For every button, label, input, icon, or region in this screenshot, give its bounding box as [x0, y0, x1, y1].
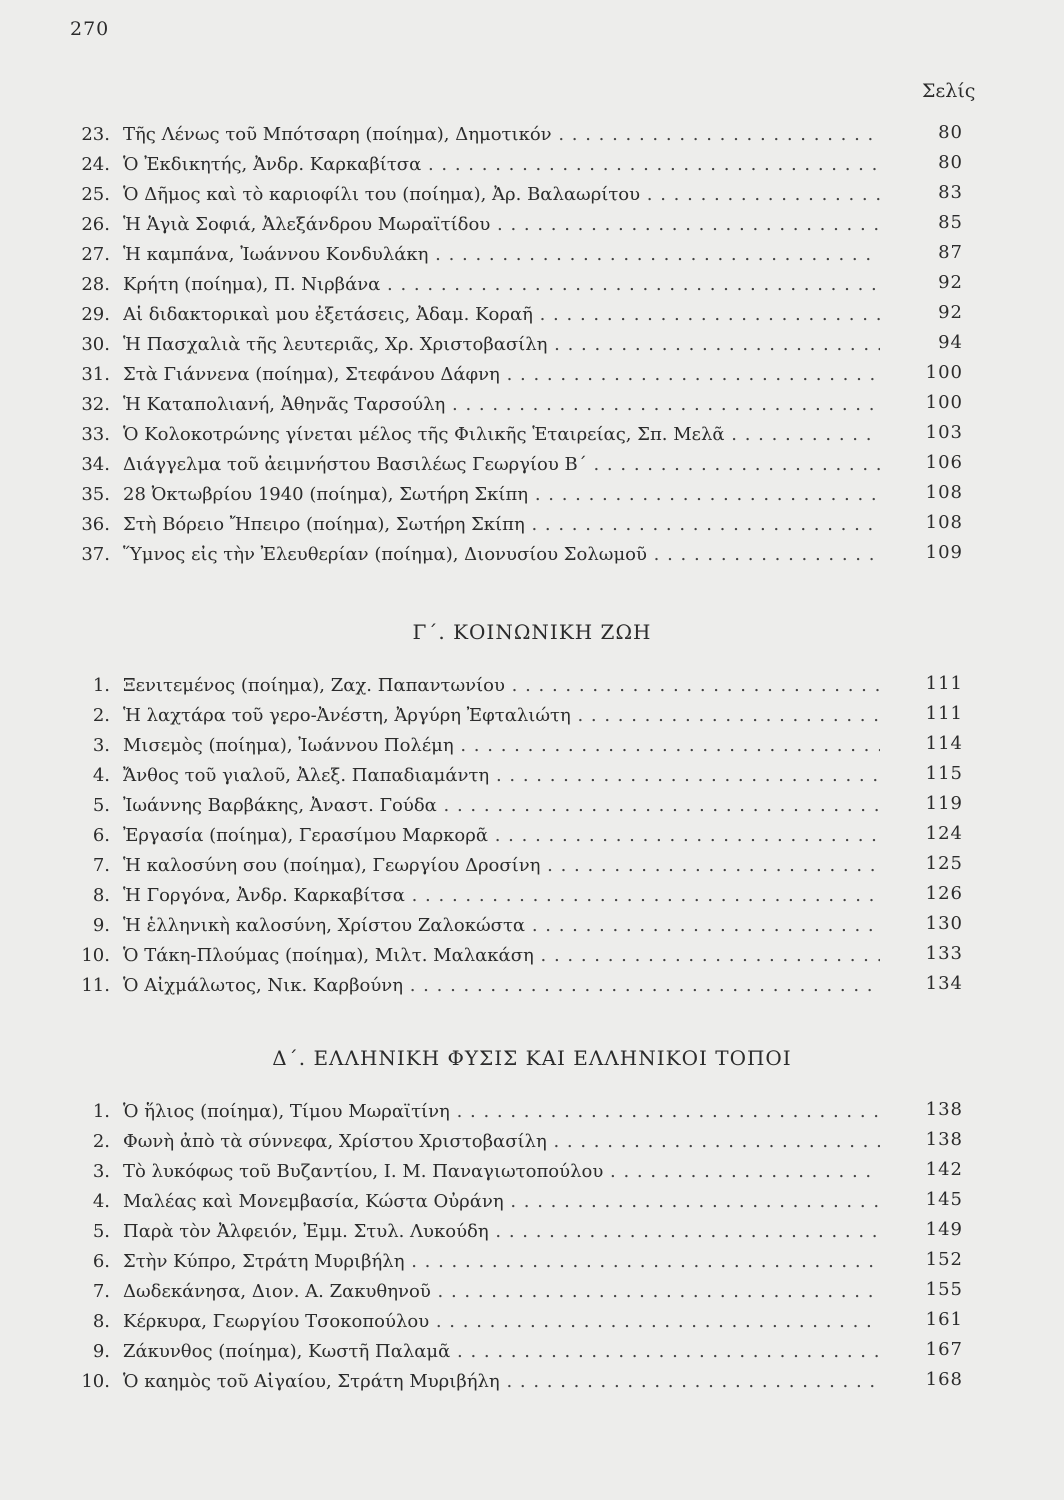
- toc-entry-title: Κέρκυρα, Γεωργίου Τσοκοπούλου . . .: [123, 1311, 880, 1332]
- toc-entry-page: 111: [925, 703, 963, 724]
- toc-entry-number: 23.: [81, 124, 110, 145]
- toc-entry-title: Διάγγελμα τοῦ ἀειμνήστου Βασιλέως Γεωργίου Β΄ . . .: [123, 454, 880, 475]
- toc-entry-title: Στὰ Γιάννενα (ποίημα), Στεφάνου Δάφνη . . .: [123, 364, 880, 385]
- toc-entry-title: Παρὰ τὸν Ἀλφειόν, Ἐμμ. Στυλ. Λυκούδη . . .: [123, 1221, 880, 1242]
- toc-entry-number: 9.: [92, 1341, 110, 1362]
- toc-entry-page: 152: [925, 1249, 963, 1270]
- toc-entry-title: Τὸ λυκόφως τοῦ Βυζαντίου, Ι. Μ. Παναγιωτοπούλου . . .: [123, 1161, 880, 1182]
- toc-entry-number: 1.: [92, 1101, 110, 1122]
- toc-entry-title: 28 Ὀκτωβρίου 1940 (ποίημα), Σωτήρη Σκίπη . . .: [123, 484, 880, 505]
- toc-entry-number: 1.: [92, 675, 110, 696]
- toc-entry-page: 145: [925, 1189, 963, 1210]
- toc-entry: [70, 1158, 965, 1188]
- toc-entry: [70, 511, 965, 541]
- toc-entry-number: 29.: [81, 304, 110, 325]
- toc-entry-page: 138: [925, 1099, 963, 1120]
- toc-entry-number: 27.: [81, 244, 110, 265]
- toc-section-continued: [70, 121, 965, 571]
- toc-entry-page: 80: [938, 122, 963, 143]
- toc-entry-title: Ἡ ἑλληνικὴ καλοσύνη, Χρίστου Ζαλοκώστα . . .: [123, 915, 880, 936]
- toc-entry-number: 30.: [81, 334, 110, 355]
- toc-entry: [70, 361, 965, 391]
- toc-entry: [70, 481, 965, 511]
- toc-entry-title: Ζάκυνθος (ποίημα), Κωστῆ Παλαμᾶ . . .: [123, 1341, 880, 1362]
- toc-entry-title: Ὁ Αἰχμάλωτος, Νικ. Καρβούνη . . .: [123, 975, 880, 996]
- toc-entry-page: 109: [925, 542, 963, 563]
- toc-entry: [70, 1218, 965, 1248]
- toc-entry-number: 35.: [81, 484, 110, 505]
- toc-entry-number: 26.: [81, 214, 110, 235]
- page-column-header: Σελίς: [922, 80, 976, 102]
- toc-entry-title: Ἄνθος τοῦ γιαλοῦ, Ἀλεξ. Παπαδιαμάντη . . .: [123, 765, 880, 786]
- toc-entry-page: 168: [925, 1369, 963, 1390]
- toc-entry-title: Ἡ λαχτάρα τοῦ γερο-Ἀνέστη, Ἀργύρη Ἐφταλιώτη . . .: [123, 705, 880, 726]
- toc-entry-number: 10.: [81, 1371, 110, 1392]
- toc-entry-page: 80: [938, 152, 963, 173]
- toc-entry: [70, 912, 965, 942]
- section-heading-social-life: Γ΄. ΚΟΙΝΩΝΙΚΗ ΖΩΗ: [412, 620, 652, 644]
- toc-entry-title: Ὁ Ἐκδικητής, Ἀνδρ. Καρκαβίτσα . . .: [123, 154, 880, 175]
- toc-entry: [70, 451, 965, 481]
- toc-entry: [70, 822, 965, 852]
- toc-entry-page: 108: [925, 482, 963, 503]
- toc-entry: [70, 882, 965, 912]
- toc-entry-title: Ὁ Δῆμος καὶ τὸ καριοφίλι του (ποίημα), Ἀρ. Βαλαωρίτου . . .: [123, 184, 880, 205]
- toc-entry-title: Μαλέας καὶ Μονεμβασία, Κώστα Οὐράνη . . .: [123, 1191, 880, 1212]
- toc-entry-number: 9.: [92, 915, 110, 936]
- toc-entry-title: Ἡ Γοργόνα, Ἀνδρ. Καρκαβίτσα . . .: [123, 885, 880, 906]
- toc-entry-number: 11.: [81, 975, 110, 996]
- toc-entry-number: 7.: [92, 1281, 110, 1302]
- toc-entry-number: 8.: [92, 1311, 110, 1332]
- toc-entry-number: 10.: [81, 945, 110, 966]
- toc-entry-title: Δωδεκάνησα, Διον. Α. Ζακυθηνοῦ . . .: [123, 1281, 880, 1302]
- section-heading-greek-nature: Δ΄. ΕΛΛΗΝΙΚΗ ΦΥΣΙΣ ΚΑΙ ΕΛΛΗΝΙΚΟΙ ΤΟΠΟΙ: [272, 1046, 792, 1070]
- toc-entry: [70, 151, 965, 181]
- toc-entry-title: Ἡ Καταπολιανή, Ἀθηνᾶς Ταρσούλη . . .: [123, 394, 880, 415]
- toc-entry: [70, 331, 965, 361]
- toc-entry: [70, 181, 965, 211]
- toc-entry-title: Ἡ καμπάνα, Ἰωάννου Κονδυλάκη . . .: [123, 244, 880, 265]
- toc-entry-page: 155: [925, 1279, 963, 1300]
- toc-entry-number: 32.: [81, 394, 110, 415]
- toc-entry-title: Ὕμνος εἰς τὴν Ἐλευθερίαν (ποίημα), Διονυσίου Σολωμοῦ . . .: [123, 544, 880, 565]
- toc-section-greek-nature: [70, 1098, 965, 1398]
- toc-entry-title: Κρήτη (ποίημα), Π. Νιρβάνα . . .: [123, 274, 880, 295]
- toc-entry-page: 119: [925, 793, 963, 814]
- toc-entry-number: 2.: [92, 1131, 110, 1152]
- toc-entry-number: 3.: [92, 1161, 110, 1182]
- toc-entry-page: 87: [938, 242, 963, 263]
- toc-entry-title: Ὁ καημὸς τοῦ Αἰγαίου, Στράτη Μυριβήλη . . .: [123, 1371, 880, 1392]
- toc-entry: [70, 702, 965, 732]
- toc-entry-page: 114: [925, 733, 963, 754]
- toc-entry: [70, 762, 965, 792]
- toc-entry-title: Ὁ ἥλιος (ποίημα), Τίμου Μωραϊτίνη . . .: [123, 1101, 880, 1122]
- toc-entry-page: 115: [925, 763, 963, 784]
- toc-entry-page: 83: [938, 182, 963, 203]
- toc-entry: [70, 241, 965, 271]
- toc-entry-title: Αἱ διδακτορικαὶ μου ἐξετάσεις, Ἀδαμ. Κοραῆ . . .: [123, 304, 880, 325]
- toc-entry-page: 94: [938, 332, 963, 353]
- toc-entry-page: 92: [938, 272, 963, 293]
- toc-entry-number: 28.: [81, 274, 110, 295]
- toc-entry-title: Ὁ Κολοκοτρώνης γίνεται μέλος τῆς Φιλικῆς Ἑταιρείας, Σπ. Μελᾶ . . .: [123, 424, 880, 445]
- toc-entry-number: 4.: [92, 765, 110, 786]
- toc-entry-number: 36.: [81, 514, 110, 535]
- toc-entry-page: 100: [925, 392, 963, 413]
- toc-entry-page: 167: [925, 1339, 963, 1360]
- toc-section-social-life: [70, 672, 965, 1002]
- toc-entry-page: 85: [938, 212, 963, 233]
- toc-entry-title: Ἰωάννης Βαρβάκης, Ἀναστ. Γούδα . . .: [123, 795, 880, 816]
- toc-entry-page: 106: [925, 452, 963, 473]
- toc-entry-page: 126: [925, 883, 963, 904]
- toc-entry-page: 100: [925, 362, 963, 383]
- toc-entry: [70, 421, 965, 451]
- toc-entry-page: 103: [925, 422, 963, 443]
- toc-entry: [70, 1128, 965, 1158]
- toc-entry: [70, 1368, 965, 1398]
- toc-entry-page: 134: [925, 973, 963, 994]
- toc-entry-title: Φωνὴ ἀπὸ τὰ σύννεφα, Χρίστου Χριστοβασίλη . . .: [123, 1131, 880, 1152]
- toc-entry-number: 24.: [81, 154, 110, 175]
- toc-entry-number: 3.: [92, 735, 110, 756]
- toc-entry-page: 133: [925, 943, 963, 964]
- toc-entry: [70, 792, 965, 822]
- toc-entry: [70, 1098, 965, 1128]
- toc-entry-page: 161: [925, 1309, 963, 1330]
- page-number: 270: [70, 18, 110, 40]
- toc-entry: [70, 1278, 965, 1308]
- toc-entry-number: 31.: [81, 364, 110, 385]
- toc-entry: [70, 391, 965, 421]
- toc-entry-title: Ἡ Ἁγιὰ Σοφιά, Ἀλεξάνδρου Μωραϊτίδου . . .: [123, 214, 880, 235]
- toc-entry-page: 130: [925, 913, 963, 934]
- toc-entry-number: 25.: [81, 184, 110, 205]
- toc-entry-number: 7.: [92, 855, 110, 876]
- toc-entry-number: 33.: [81, 424, 110, 445]
- toc-entry-title: Ἡ Πασχαλιὰ τῆς λευτεριᾶς, Χρ. Χριστοβασίλη . . .: [123, 334, 880, 355]
- toc-entry-number: 2.: [92, 705, 110, 726]
- toc-entry: [70, 1248, 965, 1278]
- toc-entry-title: Ἐργασία (ποίημα), Γερασίμου Μαρκορᾶ . . .: [123, 825, 880, 846]
- toc-entry-number: 4.: [92, 1191, 110, 1212]
- toc-entry-title: Ἡ καλοσύνη σου (ποίημα), Γεωργίου Δροσίνη . . .: [123, 855, 880, 876]
- toc-entry-page: 108: [925, 512, 963, 533]
- toc-entry: [70, 1188, 965, 1218]
- toc-entry-title: Μισεμὸς (ποίημα), Ἰωάννου Πολέμη . . .: [123, 735, 880, 756]
- toc-entry-title: Στὴν Κύπρο, Στράτη Μυριβήλη . . .: [123, 1251, 880, 1272]
- toc-entry-page: 124: [925, 823, 963, 844]
- toc-entry-number: 5.: [92, 1221, 110, 1242]
- toc-entry: [70, 121, 965, 151]
- toc-entry-page: 149: [925, 1219, 963, 1240]
- toc-entry-title: Ξενιτεμένος (ποίημα), Ζαχ. Παπαντωνίου . . .: [123, 675, 880, 696]
- toc-entry-number: 37.: [81, 544, 110, 565]
- toc-entry-page: 125: [925, 853, 963, 874]
- toc-entry-page: 142: [925, 1159, 963, 1180]
- toc-entry-title: Τῆς Λένως τοῦ Μπότσαρη (ποίημα), Δημοτικόν . . .: [123, 124, 880, 145]
- toc-entry: [70, 271, 965, 301]
- toc-entry: [70, 541, 965, 571]
- toc-entry-title: Στὴ Βόρειο Ἤπειρο (ποίημα), Σωτήρη Σκίπη . . .: [123, 514, 880, 535]
- toc-entry-number: 8.: [92, 885, 110, 906]
- toc-entry-page: 138: [925, 1129, 963, 1150]
- toc-entry-title: Ὁ Τάκη-Πλούμας (ποίημα), Μιλτ. Μαλακάση . . .: [123, 945, 880, 966]
- toc-entry: [70, 211, 965, 241]
- toc-entry: [70, 301, 965, 331]
- toc-entry-number: 6.: [92, 825, 110, 846]
- toc-entry: [70, 1338, 965, 1368]
- toc-entry: [70, 852, 965, 882]
- toc-entry: [70, 672, 965, 702]
- toc-entry: [70, 732, 965, 762]
- toc-entry-page: 111: [925, 673, 963, 694]
- toc-entry: [70, 1308, 965, 1338]
- toc-entry-page: 92: [938, 302, 963, 323]
- toc-entry: [70, 972, 965, 1002]
- toc-entry-number: 5.: [92, 795, 110, 816]
- toc-entry: [70, 942, 965, 972]
- toc-entry-number: 6.: [92, 1251, 110, 1272]
- toc-entry-number: 34.: [81, 454, 110, 475]
